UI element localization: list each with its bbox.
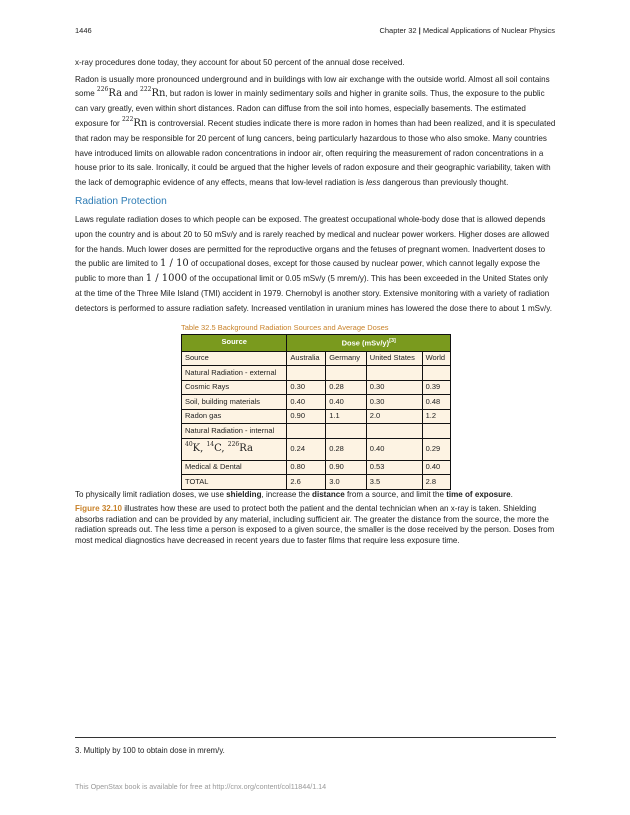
chapter-title: Medical Applications of Nuclear Physics	[422, 26, 555, 35]
paragraph-radon: Radon is usually more pronounced underground and in buildings with low air exchange with the outside world. Almost all soil contains some $^{226}$Ra and $^{222}$Rn, but radon is lower in mainly sedimentary soils and higher in granite soils. Thus, the exposure to the public can vary greatly, even within short distances. Radon can diffuse from the soil into homes, especially basements. The estimated exposure for $^{222}$Rn is controversial. Recent studies indicate there is more radon in homes than had been realized, and it is speculated that radon may be responsible for 20 percent of lung cancers, being particularly hazardous to those who also smoke. Many countries have introduced limits on allowable radon concentrations in indoor air, often requiring the measurement of radon concentrations in a house prior to its sale. Ironically, it could be argued that the higher levels of radon exposure and their geographic variability, taken with the lack of demographic evidence of any effects, means that low-level radiation is less dangerous than previously thought.	[75, 74, 556, 188]
main-content	[75, 58, 556, 551]
table-cell: 2.8	[422, 475, 450, 490]
page-number: 1446	[75, 26, 92, 35]
table-cell: 0.80	[287, 460, 326, 475]
table-cell: TOTAL	[182, 475, 287, 490]
table-row	[182, 424, 451, 439]
table-cell: Natural Radiation - external	[182, 366, 287, 381]
table-cell: 0.30	[366, 380, 422, 395]
table-cell: Australia	[287, 351, 326, 366]
table-cell: 0.40	[287, 395, 326, 410]
table-row	[182, 475, 451, 490]
table-cell: 0.48	[422, 395, 450, 410]
table-cell	[422, 424, 450, 439]
header-separator: |	[418, 26, 421, 35]
table-cell: Cosmic Rays	[182, 380, 287, 395]
table-subheader-row	[182, 351, 451, 366]
table-row	[182, 380, 451, 395]
table-cell: Medical & Dental	[182, 460, 287, 475]
table-cell: Source	[182, 351, 287, 366]
table-cell: 0.40	[366, 438, 422, 460]
table-cell	[422, 366, 450, 381]
isotope-rn-222: $^{222}$Rn	[140, 86, 166, 100]
table-cell: 0.53	[366, 460, 422, 475]
table-cell: 0.28	[326, 380, 367, 395]
radiation-dose-table	[181, 334, 451, 490]
table-cell: 0.90	[287, 409, 326, 424]
table-cell: 1.2	[422, 409, 450, 424]
page-footer: This OpenStax book is available for free at http://cnx.org/content/col11844/1.14	[75, 782, 327, 791]
table-caption: Table 32.5 Background Radiation Sources and Average Doses	[181, 322, 389, 332]
isotope-rn-222-second: $^{222}$Rn	[121, 115, 148, 129]
footnote-divider	[75, 737, 556, 738]
paragraph-laws: Laws regulate radiation doses to which people can be exposed. The greatest occupational whole-body dose that is allowed depends upon the country and is about 20 to 50 mSv/y and is rarely reached by medical and nuclear power workers. Higher doses are allowed for the hands. Much lower doses are permitted for the reproductive organs and the fetuses of pregnant women. Inadvertent doses to the public are limited to 1 / 10 of occupational doses, except for those caused by nuclear power, which cannot legally expose the public to more than 1 / 1000 of the occupational limit or 0.05 mSv/y (5 mrem/y). This has been exceeded in the United States only at the time of the Three Mile Island (TMI) accident in 1979. Chernobyl is another story. Extensive monitoring with a variety of radiation detectors is performed to assure radiation safety. Increased ventilation in uranium mines has lowered the dose there to about 1 mSv/y.	[75, 214, 552, 313]
isotope-ra-226: $^{226}$Ra	[96, 86, 123, 100]
running-header	[379, 26, 555, 35]
table-cell: 1.1	[326, 409, 367, 424]
chapter-label: Chapter 32	[379, 26, 417, 35]
table-cell: World	[422, 351, 450, 366]
emphasis-less: less	[366, 178, 381, 188]
table-cell: 0.90	[326, 460, 367, 475]
table-cell: 0.24	[287, 438, 326, 460]
section-title-radiation-protection: Radiation Protection	[75, 195, 167, 207]
table-row	[182, 366, 451, 381]
table-row	[182, 409, 451, 424]
paragraph-shielding: To physically limit radiation doses, we use shielding, increase the distance from a source, and limit the time of exposure.	[75, 489, 513, 499]
table-cell	[326, 424, 367, 439]
table-cell: Germany	[326, 351, 367, 366]
table-cell: United States	[366, 351, 422, 366]
table-cell: 2.6	[287, 475, 326, 490]
term-time-of-exposure: time of exposure	[446, 489, 511, 499]
table-cell: 0.28	[326, 438, 367, 460]
table-cell: Natural Radiation - internal	[182, 424, 287, 439]
table-cell: 2.0	[366, 409, 422, 424]
paragraph-xray: x-ray procedures done today, they account for about 50 percent of the annual dose received.	[75, 58, 405, 67]
table-cell: 0.29	[422, 438, 450, 460]
table-cell: 0.40	[326, 395, 367, 410]
fraction-one-thousandth: 1 / 1000	[145, 273, 188, 285]
table-cell: Soil, building materials	[182, 395, 287, 410]
header-source: Source	[182, 334, 287, 351]
table-cell: 3.5	[366, 475, 422, 490]
table-cell	[287, 366, 326, 381]
table-row	[182, 438, 451, 460]
table-cell: Radon gas	[182, 409, 287, 424]
table-cell: 0.40	[422, 460, 450, 475]
table-row	[182, 395, 451, 410]
table-cell: 3.0	[326, 475, 367, 490]
term-distance: distance	[312, 489, 345, 499]
table-cell	[326, 366, 367, 381]
figure-link[interactable]: Figure 32.10	[75, 504, 122, 514]
table-cell: 0.30	[366, 395, 422, 410]
table-cell: 0.30	[287, 380, 326, 395]
table-cell: 0.39	[422, 380, 450, 395]
fraction-one-tenth: 1 / 10	[159, 258, 189, 270]
table-cell	[366, 424, 422, 439]
table-container	[181, 323, 451, 490]
term-shielding: shielding	[226, 489, 262, 499]
table-cell-isotopes: $^{40}$K, $^{14}$C, $^{226}$Ra	[182, 438, 287, 460]
table-row	[182, 460, 451, 475]
footnote-ref[interactable]: [3]	[389, 338, 396, 344]
paragraph-figure: Figure 32.10 illustrates how these are used to protect both the patient and the dental technician when an x-ray is taken. Shielding absorbs radiation and can be provided by any material, including sufficient air. The greater the distance from the source, the more the radiation spreads out. The less time a person is exposed to a given source, the smaller is the dose received by the person. Doses from most medical diagnostics have decreased in recent years due to faster films that require less exposure time.	[75, 504, 555, 545]
table-cell	[287, 424, 326, 439]
footnote: 3. Multiply by 100 to obtain dose in mrem/y.	[75, 746, 225, 755]
table-cell	[366, 366, 422, 381]
table-header-row	[182, 334, 451, 351]
header-dose: Dose (mSv/y)[3]	[287, 334, 451, 351]
